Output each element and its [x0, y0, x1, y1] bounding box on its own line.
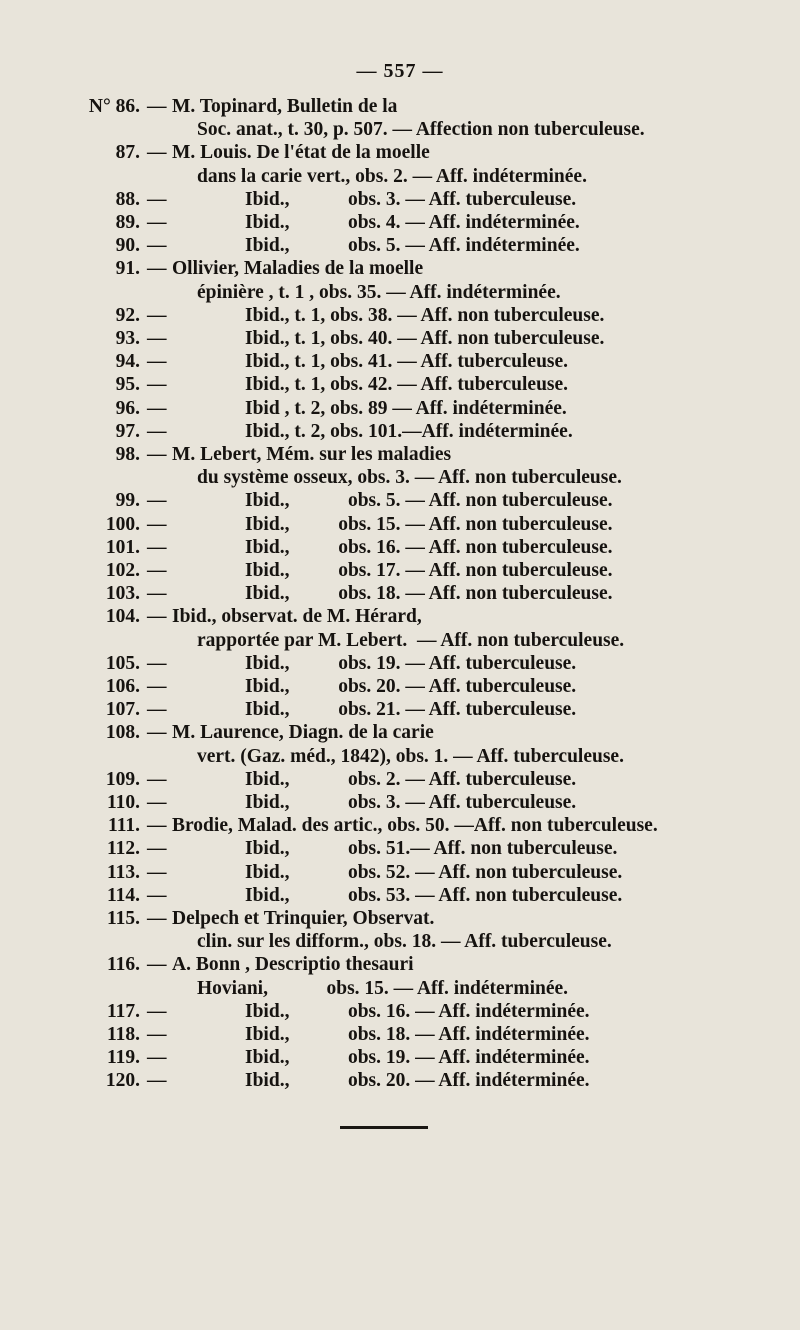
entry-number: 102. — [105, 560, 140, 581]
entry-dash: — — [147, 861, 167, 883]
entry-text: Ibid., obs. 16. — Aff. non tuberculeuse. — [245, 536, 613, 558]
entry-number: 114. — [106, 884, 140, 906]
entry-text: M. Louis. De l'état de la moelle — [172, 142, 430, 164]
entry-text: Ibid., obs. 20. — Aff. indéterminée. — [245, 1070, 590, 1092]
entry-line — [0, 397, 790, 421]
entry-text: Ibid., obs. 20. — Aff. tuberculeuse. — [245, 676, 577, 697]
entry-dash: — — [147, 583, 167, 605]
entry-number: 116. — [106, 954, 140, 976]
entry-line — [0, 907, 790, 931]
entry-dash: — — [147, 560, 167, 581]
entry-text: Ibid , t. 2, obs. 89 — Aff. indéterminée. — [245, 397, 567, 419]
entry-text: Soc. anat., t. 30, p. 507. — Affection non tuberculeuse. — [197, 119, 645, 141]
entry-dash: — — [147, 676, 167, 697]
page-number: — 557 — — [356, 60, 444, 82]
entry-dash: — — [147, 1000, 167, 1022]
entry-line — [0, 745, 790, 769]
entry-number: 98. — [115, 444, 140, 465]
entry-dash: — — [147, 96, 167, 117]
entry-number: 100. — [105, 513, 140, 535]
entry-text: Ibid., obs. 5. — Aff. non tuberculeuse. — [245, 490, 613, 512]
entry-line — [0, 559, 790, 583]
entry-line — [0, 536, 790, 560]
entry-number: 106. — [105, 676, 140, 697]
entry-line — [0, 304, 790, 328]
entry-dash: — — [147, 258, 167, 280]
entry-line — [0, 953, 790, 977]
entry-number: 92. — [115, 304, 140, 326]
entry-text: Ibid., obs. 53. — Aff. non tuberculeuse. — [245, 884, 623, 906]
entry-dash: — — [147, 606, 167, 628]
entry-number: 99. — [115, 490, 140, 512]
entry-number: 119. — [106, 1047, 140, 1069]
entry-dash: — — [147, 768, 167, 790]
entry-text: Ibid., obs. 18. — Aff. non tuberculeuse. — [245, 583, 613, 605]
entry-number: 94. — [115, 351, 140, 373]
entry-text: Ibid., obs. 3. — Aff. tuberculeuse. — [245, 188, 577, 210]
entry-line — [0, 1000, 790, 1024]
entry-line — [0, 466, 790, 490]
entry-dash: — — [147, 444, 167, 465]
entry-number: N° 86. — [88, 96, 140, 117]
entry-dash: — — [147, 536, 167, 558]
entry-line — [0, 698, 790, 722]
entry-text: Ibid., obs. 5. — Aff. indéterminée. — [245, 235, 580, 257]
entry-line — [0, 861, 790, 885]
entry-line — [0, 582, 790, 606]
entry-text: Delpech et Trinquier, Observat. — [172, 908, 435, 929]
entry-text: Ibid., obs. 19. — Aff. tuberculeuse. — [245, 652, 577, 674]
entry-text: vert. (Gaz. méd., 1842), obs. 1. — Aff. tuberculeuse. — [197, 745, 624, 767]
entry-dash: — — [147, 212, 167, 233]
entry-dash: — — [147, 1070, 167, 1092]
entry-number: 90. — [115, 235, 140, 257]
entry-number: 112. — [106, 838, 140, 860]
entry-number: 101. — [105, 536, 140, 558]
entry-number: 105. — [105, 652, 140, 674]
entry-dash: — — [147, 513, 167, 535]
entry-number: 88. — [115, 188, 140, 210]
entry-text: Ibid., obs. 2. — Aff. tuberculeuse. — [245, 768, 577, 790]
entry-dash: — — [147, 722, 167, 744]
entry-line — [0, 327, 790, 351]
entry-number: 117. — [106, 1000, 140, 1022]
entry-text: Ibid., obs. 3. — Aff. tuberculeuse. — [245, 792, 577, 813]
entry-dash: — — [147, 1047, 167, 1069]
entry-number: 120. — [105, 1070, 140, 1092]
entry-dash: — — [147, 351, 167, 373]
entry-dash: — — [147, 884, 167, 906]
entry-dash: — — [147, 142, 167, 164]
entry-line — [0, 513, 790, 537]
entry-dash: — — [147, 235, 167, 257]
entry-text: Ibid., obs. 4. — Aff. indéterminée. — [245, 212, 580, 233]
entry-number: 111. — [108, 815, 140, 837]
entry-line — [0, 420, 790, 444]
entry-dash: — — [147, 420, 167, 442]
entry-line — [0, 211, 790, 235]
entry-text: Hoviani, obs. 15. — Aff. indéterminée. — [197, 977, 569, 999]
entry-line — [0, 652, 790, 676]
entry-number: 96. — [115, 397, 140, 419]
entry-line — [0, 234, 790, 258]
entry-dash: — — [147, 699, 167, 721]
entry-dash: — — [147, 1024, 167, 1045]
entry-line — [0, 443, 790, 467]
entry-line — [0, 165, 790, 189]
entry-text: Ibid., observat. de M. Hérard, — [172, 606, 422, 628]
entry-number: 91. — [115, 258, 140, 280]
entry-text: Ibid., t. 1, obs. 41. — Aff. tuberculeuse. — [245, 351, 569, 373]
entry-dash: — — [147, 792, 167, 813]
entry-line — [0, 837, 790, 861]
entry-number: 95. — [115, 374, 140, 396]
entry-line — [0, 257, 790, 281]
entry-dash: — — [147, 652, 167, 674]
entry-number: 118. — [106, 1024, 140, 1045]
entry-line — [0, 977, 790, 1001]
entry-dash: — — [147, 304, 167, 326]
entry-line — [0, 629, 790, 653]
entry-number: 87. — [115, 142, 140, 164]
entry-text: épinière , t. 1 , obs. 35. — Aff. indéterminée. — [197, 281, 561, 303]
entry-line — [0, 95, 790, 119]
entry-text: rapportée par M. Lebert. — Aff. non tuberculeuse. — [197, 629, 625, 651]
entry-text: dans la carie vert., obs. 2. — Aff. indéterminée. — [197, 165, 587, 187]
entry-line — [0, 1046, 790, 1070]
entry-number: 89. — [115, 212, 140, 233]
entry-text: Ibid., t. 2, obs. 101.—Aff. indéterminée. — [245, 420, 573, 442]
entry-text: du système osseux, obs. 3. — Aff. non tuberculeuse. — [197, 467, 622, 489]
entry-dash: — — [147, 908, 167, 929]
entry-text: Ibid., obs. 17. — Aff. non tuberculeuse. — [245, 560, 613, 581]
entry-text: Ibid., obs. 18. — Aff. indéterminée. — [245, 1024, 590, 1045]
entry-text: Ibid., obs. 15. — Aff. non tuberculeuse. — [245, 513, 613, 535]
entry-number: 104. — [105, 606, 140, 628]
entry-text: Ibid., obs. 19. — Aff. indéterminée. — [245, 1047, 590, 1069]
entry-line — [0, 141, 790, 165]
entry-dash: — — [147, 838, 167, 860]
entry-text: Brodie, Malad. des artic., obs. 50. —Aff. non tuberculeuse. — [172, 815, 658, 837]
entry-line — [0, 188, 790, 212]
entry-dash: — — [147, 374, 167, 396]
entry-text: Ibid., t. 1, obs. 40. — Aff. non tuberculeuse. — [245, 328, 605, 349]
entry-text: Ibid., obs. 16. — Aff. indéterminée. — [245, 1000, 590, 1022]
entry-line — [0, 1023, 790, 1047]
entry-text: M. Laurence, Diagn. de la carie — [172, 722, 434, 744]
entry-number: 108. — [105, 722, 140, 744]
entry-line — [0, 281, 790, 305]
end-rule — [340, 1126, 428, 1129]
entry-text: Ibid., obs. 51.— Aff. non tuberculeuse. — [245, 838, 618, 860]
entry-line — [0, 1069, 790, 1093]
entry-dash: — — [147, 188, 167, 210]
entry-line — [0, 768, 790, 792]
entry-line — [0, 930, 790, 954]
entry-number: 97. — [115, 420, 140, 442]
entry-text: Ibid., obs. 21. — Aff. tuberculeuse. — [245, 699, 577, 721]
entry-text: M. Topinard, Bulletin de la — [172, 96, 398, 117]
entry-text: M. Lebert, Mém. sur les maladies — [172, 444, 452, 465]
entry-line — [0, 118, 790, 142]
entry-line — [0, 373, 790, 397]
entry-text: A. Bonn , Descriptio thesauri — [172, 954, 414, 976]
entry-line — [0, 489, 790, 513]
entry-text: clin. sur les difform., obs. 18. — Aff. tuberculeuse. — [197, 931, 612, 953]
entry-text: Ollivier, Maladies de la moelle — [172, 258, 424, 280]
entry-number: 115. — [106, 908, 140, 929]
entry-text: Ibid., obs. 52. — Aff. non tuberculeuse. — [245, 861, 623, 883]
entry-number: 107. — [105, 699, 140, 721]
entry-line — [0, 675, 790, 699]
entry-line — [0, 791, 790, 815]
entry-text: Ibid., t. 1, obs. 38. — Aff. non tuberculeuse. — [245, 304, 605, 326]
entry-dash: — — [147, 490, 167, 512]
entry-dash: — — [147, 954, 167, 976]
entry-number: 110. — [106, 792, 140, 813]
entry-dash: — — [147, 815, 167, 837]
entry-line — [0, 884, 790, 908]
entry-line — [0, 350, 790, 374]
entry-text: Ibid., t. 1, obs. 42. — Aff. tuberculeuse. — [245, 374, 569, 396]
entry-dash: — — [147, 328, 167, 349]
entry-line — [0, 605, 790, 629]
entry-line — [0, 721, 790, 745]
entry-number: 109. — [105, 768, 140, 790]
entry-dash: — — [147, 397, 167, 419]
entry-number: 103. — [105, 583, 140, 605]
entry-line — [0, 814, 790, 838]
entry-number: 113. — [106, 861, 140, 883]
entry-number: 93. — [115, 328, 140, 349]
